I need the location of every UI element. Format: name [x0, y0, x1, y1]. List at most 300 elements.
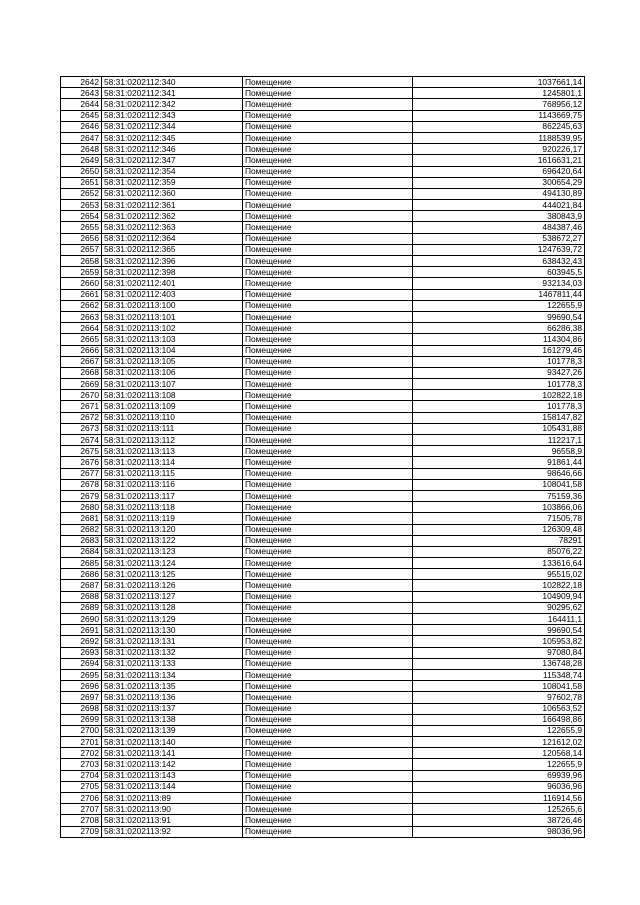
table-row [61, 468, 585, 479]
cadastral-value-cell: 1467811,44 [413, 289, 585, 300]
cadastral-value-cell: 71505,78 [413, 513, 585, 524]
cadastral-value-cell: 97080,84 [413, 647, 585, 658]
cadastral-number-cell: 58:31:0202113:138 [102, 714, 243, 725]
cadastral-number-cell: 58:31:0202113:124 [102, 558, 243, 569]
cadastral-number-cell: 58:31:0202112:345 [102, 132, 243, 143]
table-row [61, 200, 585, 211]
table-row [61, 188, 585, 199]
table-row [61, 737, 585, 748]
row-number-cell: 2672 [61, 412, 102, 423]
row-number-cell: 2703 [61, 759, 102, 770]
table-row [61, 222, 585, 233]
object-type-cell: Помещение [243, 502, 413, 513]
table-row [61, 614, 585, 625]
table-row [61, 725, 585, 736]
cadastral-number-cell: 58:31:0202113:109 [102, 401, 243, 412]
table-row [61, 502, 585, 513]
cadastral-value-cell: 122655,9 [413, 300, 585, 311]
cadastral-number-cell: 58:31:0202112:341 [102, 88, 243, 99]
object-type-cell: Помещение [243, 256, 413, 267]
object-type-cell: Помещение [243, 479, 413, 490]
object-type-cell: Помещение [243, 614, 413, 625]
cadastral-value-cell: 108041,58 [413, 681, 585, 692]
table-row [61, 513, 585, 524]
cadastral-value-cell: 920226,17 [413, 144, 585, 155]
table-row [61, 166, 585, 177]
object-type-cell: Помещение [243, 401, 413, 412]
object-type-cell: Помещение [243, 793, 413, 804]
table-row [61, 658, 585, 669]
object-type-cell: Помещение [243, 580, 413, 591]
object-type-cell: Помещение [243, 759, 413, 770]
row-number-cell: 2645 [61, 110, 102, 121]
row-number-cell: 2656 [61, 233, 102, 244]
table-row [61, 278, 585, 289]
cadastral-number-cell: 58:31:0202113:119 [102, 513, 243, 524]
object-type-cell: Помещение [243, 535, 413, 546]
cadastral-number-cell: 58:31:0202113:136 [102, 692, 243, 703]
row-number-cell: 2706 [61, 793, 102, 804]
table-row [61, 379, 585, 390]
cadastral-number-cell: 58:31:0202113:111 [102, 423, 243, 434]
object-type-cell: Помещение [243, 423, 413, 434]
cadastral-number-cell: 58:31:0202113:127 [102, 591, 243, 602]
cadastral-number-cell: 58:31:0202113:90 [102, 804, 243, 815]
table-row [61, 367, 585, 378]
table-row [61, 401, 585, 412]
cadastral-value-cell: 66286,38 [413, 323, 585, 334]
cadastral-number-cell: 58:31:0202112:360 [102, 188, 243, 199]
cadastral-value-cell: 95515,02 [413, 569, 585, 580]
object-type-cell: Помещение [243, 468, 413, 479]
cadastral-value-cell: 121612,02 [413, 737, 585, 748]
cadastral-value-cell: 638432,43 [413, 256, 585, 267]
row-number-cell: 2707 [61, 804, 102, 815]
cadastral-value-cell: 538672,27 [413, 233, 585, 244]
cadastral-number-cell: 58:31:0202113:143 [102, 770, 243, 781]
row-number-cell: 2684 [61, 546, 102, 557]
table-row [61, 110, 585, 121]
cadastral-number-cell: 58:31:0202113:108 [102, 390, 243, 401]
cadastral-value-cell: 133616,64 [413, 558, 585, 569]
object-type-cell: Помещение [243, 703, 413, 714]
cadastral-number-cell: 58:31:0202112:347 [102, 155, 243, 166]
row-number-cell: 2660 [61, 278, 102, 289]
row-number-cell: 2694 [61, 658, 102, 669]
object-type-cell: Помещение [243, 826, 413, 837]
table-row [61, 244, 585, 255]
object-type-cell: Помещение [243, 211, 413, 222]
row-number-cell: 2650 [61, 166, 102, 177]
table-row [61, 748, 585, 759]
cadastral-number-cell: 58:31:0202113:117 [102, 490, 243, 501]
cadastral-value-cell: 122655,9 [413, 725, 585, 736]
cadastral-value-cell: 38726,46 [413, 815, 585, 826]
row-number-cell: 2648 [61, 144, 102, 155]
row-number-cell: 2691 [61, 625, 102, 636]
cadastral-value-cell: 98646,66 [413, 468, 585, 479]
table-row [61, 636, 585, 647]
table-row [61, 88, 585, 99]
row-number-cell: 2708 [61, 815, 102, 826]
cadastral-number-cell: 58:31:0202113:139 [102, 725, 243, 736]
row-number-cell: 2670 [61, 390, 102, 401]
row-number-cell: 2702 [61, 748, 102, 759]
row-number-cell: 2686 [61, 569, 102, 580]
object-type-cell: Помещение [243, 681, 413, 692]
cadastral-number-cell: 58:31:0202112:396 [102, 256, 243, 267]
object-type-cell: Помещение [243, 367, 413, 378]
cadastral-value-cell: 102822,18 [413, 390, 585, 401]
object-type-cell: Помещение [243, 591, 413, 602]
table-row [61, 546, 585, 557]
cadastral-value-cell: 1247639,72 [413, 244, 585, 255]
cadastral-number-cell: 58:31:0202113:92 [102, 826, 243, 837]
table-row [61, 804, 585, 815]
row-number-cell: 2677 [61, 468, 102, 479]
table-row [61, 569, 585, 580]
row-number-cell: 2663 [61, 311, 102, 322]
cadastral-number-cell: 58:31:0202113:134 [102, 669, 243, 680]
cadastral-value-cell: 97602,78 [413, 692, 585, 703]
table-row [61, 300, 585, 311]
cadastral-value-cell: 1245801,1 [413, 88, 585, 99]
row-number-cell: 2690 [61, 614, 102, 625]
cadastral-number-cell: 58:31:0202112:364 [102, 233, 243, 244]
row-number-cell: 2693 [61, 647, 102, 658]
object-type-cell: Помещение [243, 524, 413, 535]
table-row [61, 423, 585, 434]
table-row [61, 580, 585, 591]
cadastral-value-cell: 101778,3 [413, 379, 585, 390]
cadastral-number-cell: 58:31:0202112:354 [102, 166, 243, 177]
cadastral-value-cell: 101778,3 [413, 356, 585, 367]
cadastral-value-cell: 380843,9 [413, 211, 585, 222]
cadastral-number-cell: 58:31:0202113:110 [102, 412, 243, 423]
cadastral-number-cell: 58:31:0202113:140 [102, 737, 243, 748]
object-type-cell: Помещение [243, 546, 413, 557]
table-row [61, 692, 585, 703]
cadastral-number-cell: 58:31:0202112:363 [102, 222, 243, 233]
row-number-cell: 2652 [61, 188, 102, 199]
cadastral-value-cell: 108041,58 [413, 479, 585, 490]
object-type-cell: Помещение [243, 558, 413, 569]
row-number-cell: 2681 [61, 513, 102, 524]
row-number-cell: 2674 [61, 435, 102, 446]
cadastral-number-cell: 58:31:0202112:342 [102, 99, 243, 110]
cadastral-number-cell: 58:31:0202113:118 [102, 502, 243, 513]
cadastral-number-cell: 58:31:0202113:144 [102, 781, 243, 792]
table-row [61, 121, 585, 132]
cadastral-value-cell: 91861,44 [413, 457, 585, 468]
cadastral-value-cell: 103866,06 [413, 502, 585, 513]
row-number-cell: 2667 [61, 356, 102, 367]
table-row [61, 703, 585, 714]
row-number-cell: 2647 [61, 132, 102, 143]
cadastral-number-cell: 58:31:0202113:113 [102, 446, 243, 457]
object-type-cell: Помещение [243, 244, 413, 255]
cadastral-value-cell: 768956,12 [413, 99, 585, 110]
cadastral-number-cell: 58:31:0202113:126 [102, 580, 243, 591]
object-type-cell: Помещение [243, 513, 413, 524]
table-row [61, 770, 585, 781]
row-number-cell: 2657 [61, 244, 102, 255]
row-number-cell: 2651 [61, 177, 102, 188]
cadastral-number-cell: 58:31:0202112:401 [102, 278, 243, 289]
row-number-cell: 2695 [61, 669, 102, 680]
cadastral-value-cell: 1143669,75 [413, 110, 585, 121]
object-type-cell: Помещение [243, 222, 413, 233]
row-number-cell: 2673 [61, 423, 102, 434]
row-number-cell: 2700 [61, 725, 102, 736]
table-row [61, 77, 585, 88]
cadastral-number-cell: 58:31:0202113:142 [102, 759, 243, 770]
cadastral-value-cell: 603945,5 [413, 267, 585, 278]
object-type-cell: Помещение [243, 625, 413, 636]
table-row [61, 446, 585, 457]
cadastral-value-cell: 75159,36 [413, 490, 585, 501]
cadastral-number-cell: 58:31:0202113:130 [102, 625, 243, 636]
row-number-cell: 2655 [61, 222, 102, 233]
table-row [61, 457, 585, 468]
cadastral-value-cell: 93427,26 [413, 367, 585, 378]
row-number-cell: 2669 [61, 379, 102, 390]
object-type-cell: Помещение [243, 602, 413, 613]
row-number-cell: 2642 [61, 77, 102, 88]
table-row [61, 647, 585, 658]
object-type-cell: Помещение [243, 166, 413, 177]
cadastral-value-cell: 862245,63 [413, 121, 585, 132]
object-type-cell: Помещение [243, 412, 413, 423]
cadastral-value-cell: 164411,1 [413, 614, 585, 625]
row-number-cell: 2697 [61, 692, 102, 703]
table-row [61, 144, 585, 155]
object-type-cell: Помещение [243, 815, 413, 826]
cadastral-number-cell: 58:31:0202113:135 [102, 681, 243, 692]
row-number-cell: 2682 [61, 524, 102, 535]
row-number-cell: 2683 [61, 535, 102, 546]
object-type-cell: Помещение [243, 490, 413, 501]
cadastral-number-cell: 58:31:0202112:359 [102, 177, 243, 188]
cadastral-number-cell: 58:31:0202113:100 [102, 300, 243, 311]
row-number-cell: 2689 [61, 602, 102, 613]
cadastral-value-cell: 78291 [413, 535, 585, 546]
row-number-cell: 2676 [61, 457, 102, 468]
object-type-cell: Помещение [243, 748, 413, 759]
cadastral-value-cell: 166498,86 [413, 714, 585, 725]
object-type-cell: Помещение [243, 737, 413, 748]
table-row [61, 177, 585, 188]
object-type-cell: Помещение [243, 188, 413, 199]
object-type-cell: Помещение [243, 457, 413, 468]
row-number-cell: 2665 [61, 334, 102, 345]
row-number-cell: 2664 [61, 323, 102, 334]
row-number-cell: 2679 [61, 490, 102, 501]
cadastral-number-cell: 58:31:0202112:343 [102, 110, 243, 121]
object-type-cell: Помещение [243, 77, 413, 88]
cadastral-number-cell: 58:31:0202113:125 [102, 569, 243, 580]
object-type-cell: Помещение [243, 356, 413, 367]
cadastral-number-cell: 58:31:0202113:102 [102, 323, 243, 334]
cadastral-value-cell: 112217,1 [413, 435, 585, 446]
cadastral-value-cell: 115348,74 [413, 669, 585, 680]
row-number-cell: 2659 [61, 267, 102, 278]
object-type-cell: Помещение [243, 692, 413, 703]
table-row [61, 524, 585, 535]
cadastral-value-cell: 122655,9 [413, 759, 585, 770]
cadastral-number-cell: 58:31:0202113:137 [102, 703, 243, 714]
cadastral-value-cell: 126309,48 [413, 524, 585, 535]
table-row [61, 256, 585, 267]
cadastral-number-cell: 58:31:0202113:123 [102, 546, 243, 557]
table-row [61, 591, 585, 602]
cadastral-number-cell: 58:31:0202112:361 [102, 200, 243, 211]
table-row [61, 535, 585, 546]
table-row [61, 390, 585, 401]
row-number-cell: 2646 [61, 121, 102, 132]
cadastral-value-cell: 120568,14 [413, 748, 585, 759]
table-row [61, 681, 585, 692]
cadastral-number-cell: 58:31:0202112:365 [102, 244, 243, 255]
row-number-cell: 2698 [61, 703, 102, 714]
table-row [61, 435, 585, 446]
cadastral-value-cell: 161279,46 [413, 345, 585, 356]
cadastral-number-cell: 58:31:0202113:104 [102, 345, 243, 356]
row-number-cell: 2643 [61, 88, 102, 99]
row-number-cell: 2709 [61, 826, 102, 837]
cadastral-value-cell: 136748,28 [413, 658, 585, 669]
object-type-cell: Помещение [243, 177, 413, 188]
object-type-cell: Помещение [243, 144, 413, 155]
table-row [61, 155, 585, 166]
object-type-cell: Помещение [243, 770, 413, 781]
row-number-cell: 2644 [61, 99, 102, 110]
cadastral-number-cell: 58:31:0202113:122 [102, 535, 243, 546]
cadastral-number-cell: 58:31:0202112:403 [102, 289, 243, 300]
row-number-cell: 2653 [61, 200, 102, 211]
object-type-cell: Помещение [243, 345, 413, 356]
cadastral-value-cell: 300654,29 [413, 177, 585, 188]
table-row [61, 602, 585, 613]
table-row [61, 267, 585, 278]
cadastral-value-cell: 96558,9 [413, 446, 585, 457]
cadastral-value-cell: 114304,86 [413, 334, 585, 345]
table-row [61, 323, 585, 334]
table-row [61, 356, 585, 367]
cadastral-number-cell: 58:31:0202113:91 [102, 815, 243, 826]
row-number-cell: 2688 [61, 591, 102, 602]
cadastral-value-cell: 932134,03 [413, 278, 585, 289]
object-type-cell: Помещение [243, 300, 413, 311]
table-row [61, 759, 585, 770]
cadastral-number-cell: 58:31:0202113:114 [102, 457, 243, 468]
object-type-cell: Помещение [243, 636, 413, 647]
cadastral-value-cell: 125265,6 [413, 804, 585, 815]
table-row [61, 826, 585, 837]
cadastral-number-cell: 58:31:0202113:141 [102, 748, 243, 759]
row-number-cell: 2661 [61, 289, 102, 300]
cadastral-number-cell: 58:31:0202113:131 [102, 636, 243, 647]
row-number-cell: 2704 [61, 770, 102, 781]
object-type-cell: Помещение [243, 132, 413, 143]
table-row [61, 132, 585, 143]
cadastral-value-cell: 1616631,21 [413, 155, 585, 166]
object-type-cell: Помещение [243, 781, 413, 792]
cadastral-value-cell: 444021,84 [413, 200, 585, 211]
table-row [61, 311, 585, 322]
row-number-cell: 2687 [61, 580, 102, 591]
object-type-cell: Помещение [243, 658, 413, 669]
object-type-cell: Помещение [243, 379, 413, 390]
object-type-cell: Помещение [243, 88, 413, 99]
row-number-cell: 2699 [61, 714, 102, 725]
table-row [61, 233, 585, 244]
row-number-cell: 2701 [61, 737, 102, 748]
row-number-cell: 2675 [61, 446, 102, 457]
cadastral-value-cell: 116914,56 [413, 793, 585, 804]
table-row [61, 211, 585, 222]
row-number-cell: 2680 [61, 502, 102, 513]
cadastral-number-cell: 58:31:0202113:132 [102, 647, 243, 658]
table-row [61, 479, 585, 490]
object-type-cell: Помещение [243, 725, 413, 736]
object-type-cell: Помещение [243, 121, 413, 132]
object-type-cell: Помещение [243, 323, 413, 334]
cadastral-value-cell: 102822,18 [413, 580, 585, 591]
table-row [61, 99, 585, 110]
table-row [61, 289, 585, 300]
cadastral-value-cell: 85076,22 [413, 546, 585, 557]
cadastral-number-cell: 58:31:0202112:346 [102, 144, 243, 155]
row-number-cell: 2668 [61, 367, 102, 378]
object-type-cell: Помещение [243, 267, 413, 278]
row-number-cell: 2671 [61, 401, 102, 412]
row-number-cell: 2654 [61, 211, 102, 222]
cadastral-number-cell: 58:31:0202113:112 [102, 435, 243, 446]
cadastral-value-cell: 106563,52 [413, 703, 585, 714]
cadastral-number-cell: 58:31:0202113:101 [102, 311, 243, 322]
object-type-cell: Помещение [243, 446, 413, 457]
table-row [61, 558, 585, 569]
cadastral-value-cell: 69939,96 [413, 770, 585, 781]
object-type-cell: Помещение [243, 647, 413, 658]
object-type-cell: Помещение [243, 334, 413, 345]
cadastral-value-cell: 1037661,14 [413, 77, 585, 88]
row-number-cell: 2705 [61, 781, 102, 792]
cadastral-number-cell: 58:31:0202112:362 [102, 211, 243, 222]
cadastral-number-cell: 58:31:0202113:128 [102, 602, 243, 613]
cadastral-number-cell: 58:31:0202113:115 [102, 468, 243, 479]
object-type-cell: Помещение [243, 390, 413, 401]
table-row [61, 714, 585, 725]
row-number-cell: 2685 [61, 558, 102, 569]
cadastral-value-cell: 96036,96 [413, 781, 585, 792]
cadastral-number-cell: 58:31:0202113:129 [102, 614, 243, 625]
table-row [61, 815, 585, 826]
row-number-cell: 2658 [61, 256, 102, 267]
cadastral-value-cell: 98036,96 [413, 826, 585, 837]
cadastral-value-cell: 99690,54 [413, 625, 585, 636]
table-row [61, 490, 585, 501]
row-number-cell: 2678 [61, 479, 102, 490]
object-type-cell: Помещение [243, 278, 413, 289]
table-row [61, 345, 585, 356]
object-type-cell: Помещение [243, 110, 413, 121]
cadastral-number-cell: 58:31:0202112:340 [102, 77, 243, 88]
row-number-cell: 2696 [61, 681, 102, 692]
cadastral-value-cell: 105953,82 [413, 636, 585, 647]
object-type-cell: Помещение [243, 289, 413, 300]
